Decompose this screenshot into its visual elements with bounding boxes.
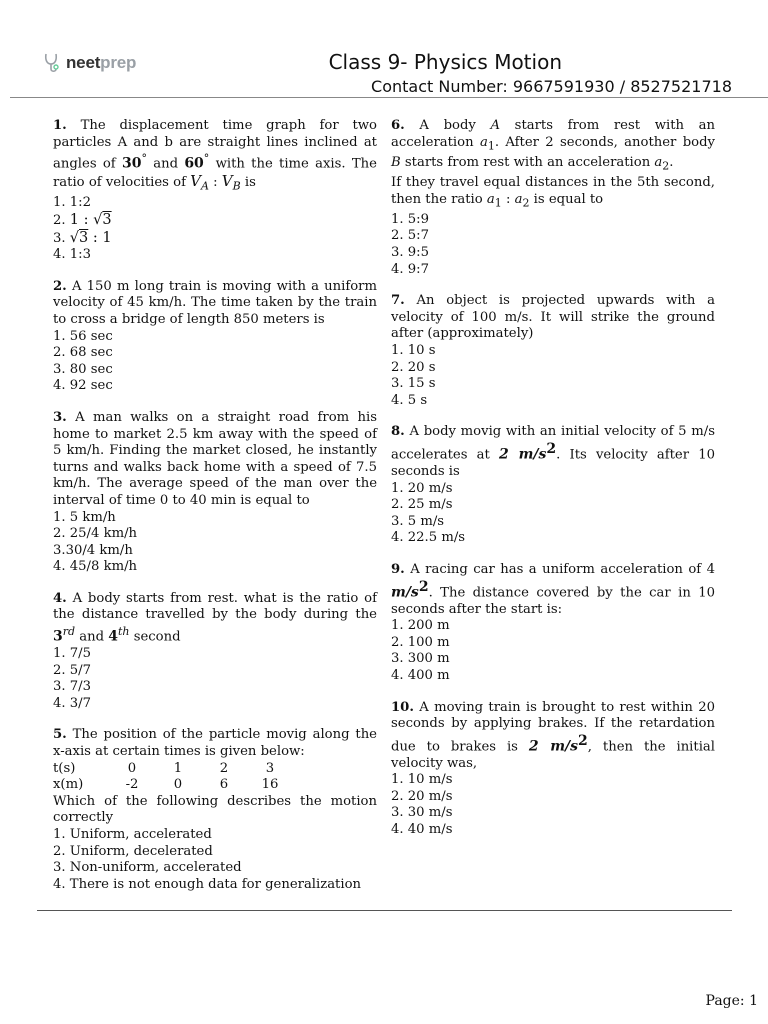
option	[53, 230, 377, 248]
question-text: A moving train is brought to rest within 20 seconds by applying brakes. If the retardation due to brakes is	[391, 699, 715, 755]
question-text: second	[129, 629, 181, 645]
question-6-stem-2	[391, 175, 715, 212]
table-cell: 3	[265, 760, 275, 776]
option: 1. 56 sec	[53, 328, 113, 344]
degree-symbol: °	[141, 152, 147, 166]
table-cell: 16	[261, 777, 279, 793]
table-label: x(m)	[53, 777, 84, 793]
superscript: 2	[418, 578, 429, 595]
page-number: Page: 1	[705, 993, 758, 1009]
acceleration-a1: a	[486, 191, 495, 207]
subscript: 2	[662, 159, 670, 173]
math-text: 1 :	[69, 212, 94, 228]
question-number: 7.	[391, 293, 405, 309]
body-b: B	[391, 154, 401, 170]
question-6	[391, 118, 715, 278]
subscript: A	[200, 179, 209, 193]
question-text: A body	[404, 118, 491, 133]
option: 1. 7/5	[53, 646, 91, 662]
page-title: Class 9- Physics Motion	[328, 50, 562, 74]
question-1	[53, 118, 377, 264]
option: 2. 20 s	[391, 359, 436, 375]
table-cell: 1	[173, 760, 183, 776]
position-row	[53, 777, 377, 794]
retardation-value: 2 m/s	[528, 738, 579, 755]
question-10	[391, 700, 715, 839]
left-column	[53, 118, 377, 908]
question-text: An object is projected upwards with a velocity of 100 m/s. It will strike the ground after (approximately)	[391, 293, 715, 342]
option: 2. 68 sec	[53, 345, 113, 361]
question-5	[53, 727, 377, 893]
option: 4. 5 s	[391, 392, 428, 408]
question-text: , then the initial velocity was,	[391, 739, 715, 771]
option: 4. 400 m	[391, 667, 450, 683]
subscript: 1	[487, 139, 495, 153]
question-text: The position of the particle movig along the x-axis at certain times is given below:	[53, 727, 377, 760]
question-number: 1.	[53, 118, 67, 133]
option: 2. 25 m/s	[391, 497, 453, 513]
option: 1. 10 m/s	[391, 772, 453, 788]
question-10-stem	[391, 700, 715, 773]
option: 4. 3/7	[53, 695, 91, 711]
option: 1. 200 m	[391, 618, 450, 634]
question-3-stem	[53, 410, 377, 510]
option: 1. Uniform, accelerated	[53, 826, 212, 842]
table-cell: 0	[127, 760, 137, 776]
question-2	[53, 279, 377, 395]
acceleration-a1: a	[479, 134, 488, 150]
option: 2. 5/7	[53, 662, 91, 678]
question-number: 10.	[391, 699, 414, 715]
question-text: The displacement time graph for two particles A and b are straight lines inclined at angles of	[53, 118, 377, 172]
question-text: with the time axis. The ratio of velocities of	[53, 156, 377, 191]
math-text: 4	[108, 628, 118, 645]
option-prefix: 2.	[53, 213, 70, 228]
table-label: t(s)	[53, 760, 76, 776]
question-7	[391, 293, 715, 409]
option: 1. 10 s	[391, 343, 436, 359]
option: 4. 22.5 m/s	[391, 530, 466, 546]
question-text: and	[75, 629, 109, 645]
superscript: rd	[62, 625, 76, 639]
option: 3. Non-uniform, accelerated	[53, 860, 242, 876]
option: 1. 5 km/h	[53, 509, 116, 525]
logo-text	[66, 53, 136, 73]
contact-number: Contact Number: 9667591930 / 8527521718	[371, 77, 732, 96]
footer-divider	[37, 910, 732, 911]
acceleration-value: 2 m/s	[499, 446, 547, 463]
question-text: . The distance covered by the car in 10 seconds after the start is:	[391, 584, 715, 617]
question-1-stem	[53, 118, 377, 195]
option: 2. Uniform, decelerated	[53, 843, 213, 859]
option-prefix: 3.	[53, 230, 70, 246]
table-cell: -2	[125, 777, 139, 793]
question-3	[53, 410, 377, 576]
sqrt-symbol: √	[93, 212, 103, 228]
superscript: 2	[578, 732, 588, 749]
option: 3. 15 s	[391, 376, 436, 392]
question-6-stem	[391, 118, 715, 175]
question-text: .	[669, 154, 674, 170]
option: 3.30/4 km/h	[53, 542, 133, 558]
option: 3. 5 m/s	[391, 513, 445, 529]
logo-neet: neet	[66, 53, 101, 72]
question-text: starts from rest with an acceleration	[391, 118, 715, 150]
time-row	[53, 761, 377, 778]
acceleration-unit: m/s	[391, 583, 419, 600]
colon: :	[501, 191, 515, 207]
question-text: If they travel equal distances in the 5th second, then the ratio	[391, 175, 715, 207]
angle-30: 30	[121, 155, 142, 172]
question-text: A man walks on a straight road from his home to market 2.5 km away with the speed of 5 km/h. Finding the market closed, he instantly turns and walks back home with a speed of 7.5 km/h. The average speed of the man over the interval of time 0 to 40 min is equal to	[53, 409, 377, 508]
option	[53, 212, 377, 230]
math-text: 3	[102, 212, 112, 228]
math-text: 3	[79, 229, 89, 246]
neetprep-logo	[42, 52, 136, 74]
question-9	[391, 562, 715, 685]
option: 4. 45/8 km/h	[53, 559, 138, 575]
option: 3. 30 m/s	[391, 805, 453, 821]
question-text: A body starts from rest. what is the ratio of the distance travelled by the body during the	[53, 590, 377, 623]
acceleration-a2: a	[654, 154, 663, 170]
option: 4. 9:7	[391, 261, 429, 277]
math-text: 3	[53, 628, 63, 645]
question-text: . Its velocity after 10 seconds is	[391, 447, 715, 479]
question-5-stem	[53, 727, 377, 760]
degree-symbol: °	[203, 152, 210, 166]
option: 4. There is not enough data for generalization	[53, 876, 362, 892]
question-7-stem	[391, 293, 715, 343]
option: 1. 5:9	[391, 211, 429, 227]
colon: :	[208, 175, 222, 191]
question-4	[53, 591, 377, 713]
question-number: 8.	[391, 424, 405, 440]
acceleration-a2: a	[514, 191, 523, 207]
question-text: A 150 m long train is moving with a uniform velocity of 45 km/h. The time taken by the train to cross a bridge of length 850 meters is	[53, 278, 377, 327]
body-a: A	[490, 118, 501, 133]
question-number: 9.	[391, 561, 405, 577]
question-number: 4.	[53, 590, 67, 606]
right-column	[391, 118, 715, 854]
option: 2. 100 m	[391, 634, 450, 650]
question-number: 6.	[391, 118, 405, 133]
question-text: starts from rest with an acceleration	[400, 154, 655, 170]
option: 2. 20 m/s	[391, 788, 453, 804]
subscript: 2	[522, 196, 530, 210]
header-divider	[10, 97, 768, 98]
table-cell: 6	[219, 777, 229, 793]
option: 3. 300 m	[391, 651, 450, 667]
option: 3. 80 sec	[53, 361, 113, 377]
option: 4. 1:3	[53, 247, 91, 263]
question-text: . After 2 seconds, another body	[494, 134, 715, 150]
option: 4. 92 sec	[53, 378, 113, 394]
subscript: B	[232, 179, 241, 193]
velocity-a: V	[190, 172, 201, 191]
stethoscope-icon	[42, 52, 64, 74]
question-9-stem	[391, 562, 715, 618]
velocity-b: V	[221, 172, 233, 191]
question-text: is equal to	[529, 191, 604, 207]
table-cell: 0	[173, 777, 183, 793]
question-text: is	[240, 175, 256, 191]
sqrt-symbol: √	[69, 229, 80, 246]
question-4-stem	[53, 591, 377, 646]
option: 2. 25/4 km/h	[53, 526, 138, 542]
question-text: A body movig with an initial velocity of 5 m/s accelerates at	[391, 424, 715, 463]
option: 3. 7/3	[53, 679, 91, 695]
math-text: : 1	[88, 229, 112, 246]
subscript: 1	[494, 196, 502, 210]
question-number: 3.	[53, 409, 67, 425]
question-number: 5.	[53, 727, 67, 743]
option: 1. 1:2	[53, 195, 91, 211]
question-text: A racing car has a uniform acceleration of 4	[404, 561, 715, 577]
angle-60: 60	[184, 155, 204, 172]
option: 3. 9:5	[391, 245, 429, 261]
superscript: th	[118, 625, 130, 639]
option: 2. 5:7	[391, 228, 429, 244]
question-8	[391, 424, 715, 547]
option: 4. 40 m/s	[391, 822, 453, 838]
question-number: 2.	[53, 278, 67, 294]
question-2-stem	[53, 279, 377, 329]
question-text: and	[146, 156, 185, 172]
superscript: 2	[546, 441, 557, 458]
question-5-stem-2: Which of the following describes the motion correctly	[53, 793, 377, 826]
table-cell: 2	[219, 760, 229, 776]
question-8-stem	[391, 424, 715, 480]
logo-prep: prep	[100, 53, 137, 72]
option: 1. 20 m/s	[391, 480, 453, 496]
